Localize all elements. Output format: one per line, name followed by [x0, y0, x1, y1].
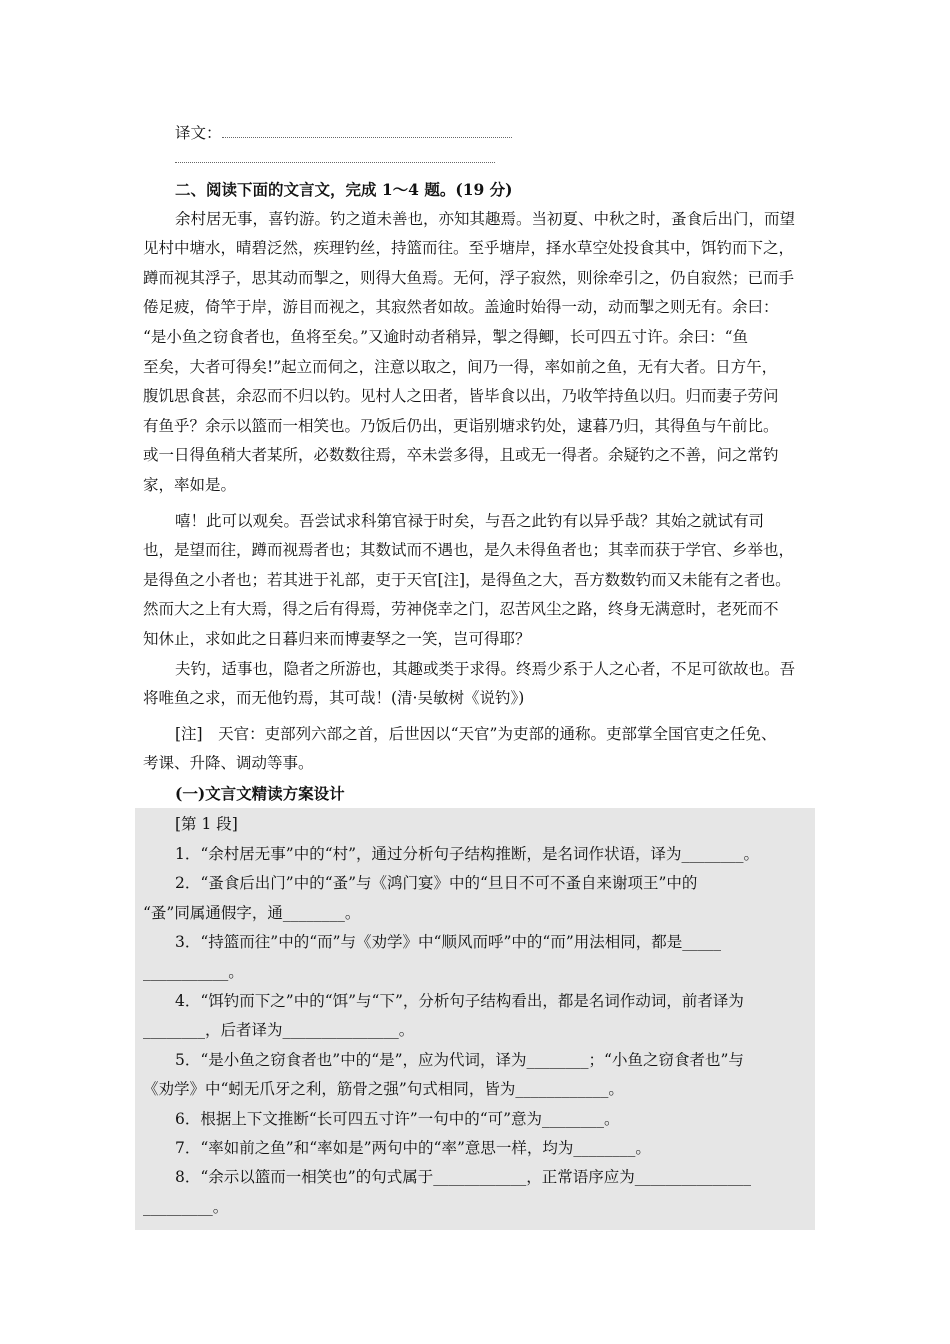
- passage-line: 然而大之上有大焉，得之后有得焉，劳神侥幸之门，忍苦风尘之路，终身无满意时，老死而不: [143, 600, 779, 619]
- passage-line: 或一日得鱼稍大者某所，必数数往焉，卒未尝多得，且或无一得者。余疑钓之不善，问之常钓: [143, 446, 779, 465]
- passage-line: 将唯鱼之求，而无他钓焉，其可哉！(清·吴敏树《说钓》): [143, 689, 525, 708]
- question-line: 2．“蚤食后出门”中的“蚤”与《鸿门宴》中的“旦日不可不蚤自来谢项王”中的: [175, 874, 698, 893]
- paragraph-label: [第 1 段]: [175, 815, 238, 834]
- passage-line: 至矣，大者可得矣!”起立而伺之，注意以取之，间乃一得，率如前之鱼，无有大者。日方午，: [143, 357, 778, 376]
- passage-line: 见村中塘水，晴碧泛然，疾理钓丝，持篮而往。至乎塘岸，择水草空处投食其中，饵钓而下之，: [143, 239, 795, 258]
- question-line: _________。: [143, 1197, 229, 1216]
- answer-blank-dotted[interactable]: [222, 127, 512, 138]
- passage-paragraph-2: [143, 507, 815, 655]
- section-heading: 二、阅读下面的文言文，完成 1～4 题。(19 分): [175, 180, 513, 199]
- question-line: 《劝学》中“蚓无爪牙之利，筋骨之强”句式相同，皆为____________。: [143, 1080, 624, 1099]
- passage-line: 有鱼乎？余示以篮而一相笑也。乃饭后仍出，更诣别塘求钓处，逮暮乃归，其得鱼与午前比。: [143, 416, 779, 435]
- question-line: 1．“余村居无事”中的“村”，通过分析句子结构推断，是名词作状语，译为________。: [175, 844, 760, 863]
- design-heading: (一)文言文精读方案设计: [175, 783, 345, 803]
- translation-label: 译文：: [175, 124, 222, 142]
- passage-line: 也，是望而往，蹲而视焉者也；其数试而不遇也，是久未得鱼者也；其幸而获于学官、乡举也，: [143, 541, 795, 560]
- translation-line: [143, 118, 815, 154]
- passage-paragraph-3: [143, 655, 815, 714]
- question-line: 7．“率如前之鱼”和“率如是”两句中的“率”意思一样，均为________。: [175, 1138, 651, 1157]
- note-line: [注] 天官：吏部列六部之首，后世因以“天官”为吏部的通称。吏部掌全国官吏之任免、: [175, 724, 777, 743]
- page-content: [143, 118, 815, 1230]
- passage-line: 嘻！此可以观矣。吾尝试求科第官禄于时矣，与吾之此钓有以异乎哉？其始之就试有司: [175, 511, 765, 530]
- passage-line: “是小鱼之窃食者也，鱼将至矣。”又逾时动者稍异，掣之得鲫，长可四五寸许。余曰：“鱼: [143, 327, 749, 346]
- exercise-box: [135, 808, 815, 1230]
- question-line: 5．“是小鱼之窃食者也”中的“是”，应为代词，译为________；“小鱼之窃食者也”与: [175, 1050, 744, 1069]
- passage-line: 倦足疲，倚竿于岸，游目而视之，其寂然者如故。盖逾时始得一动，动而掣之则无有。余曰：: [143, 298, 779, 317]
- question-line: 8．“余示以篮而一相笑也”的句式属于____________，正常语序应为_______________: [175, 1168, 751, 1187]
- passage-line: 蹲而视其浮子，思其动而掣之，则得大鱼焉。无何，浮子寂然，则徐牵引之，仍自寂然；已而手: [143, 268, 795, 287]
- question-line: 3．“持篮而往”中的“而”与《劝学》中“顺风而呼”中的“而”用法相同，都是_____: [175, 933, 722, 952]
- question-line: “蚤”同属通假字，通________。: [143, 903, 361, 922]
- passage-line: 腹饥思食甚，余忍而不归以钓。见村人之田者，皆毕食以出，乃收竿持鱼以归。归而妻子劳问: [143, 387, 779, 406]
- passage-line: 知休止，求如此之日暮归来而博妻孥之一笑，岂可得耶？: [143, 629, 531, 648]
- question-line: ________，后者译为_______________。: [143, 1021, 415, 1040]
- passage-line: 余村居无事，喜钓游。钓之道未善也，亦知其趣焉。当初夏、中秋之时，蚤食后出门，而望: [175, 209, 796, 228]
- note-line: 考课、升降、调动等事。: [143, 754, 314, 773]
- passage-paragraph-1: [143, 205, 815, 501]
- passage-line: 是得鱼之小者也；若其进于礼部，吏于天官[注]，是得鱼之大，吾方数数钓而又未能有之者也。: [143, 570, 791, 589]
- question-line: 4．“饵钓而下之”中的“饵”与“下”，分析句子结构看出，都是名词作动词，前者译为: [175, 991, 744, 1010]
- question-line: ___________。: [143, 962, 244, 981]
- passage-line: 夫钓，适事也，隐者之所游也，其趣或类于求得。终焉少系于人之心者，不足可欲故也。吾: [175, 659, 796, 678]
- passage-note: [143, 720, 815, 779]
- passage-line: 家，率如是。: [143, 475, 237, 494]
- answer-blank-dotted-2[interactable]: [175, 154, 495, 163]
- question-line: 6．根据上下文推断“长可四五寸许”一句中的“可”意为________。: [175, 1109, 620, 1128]
